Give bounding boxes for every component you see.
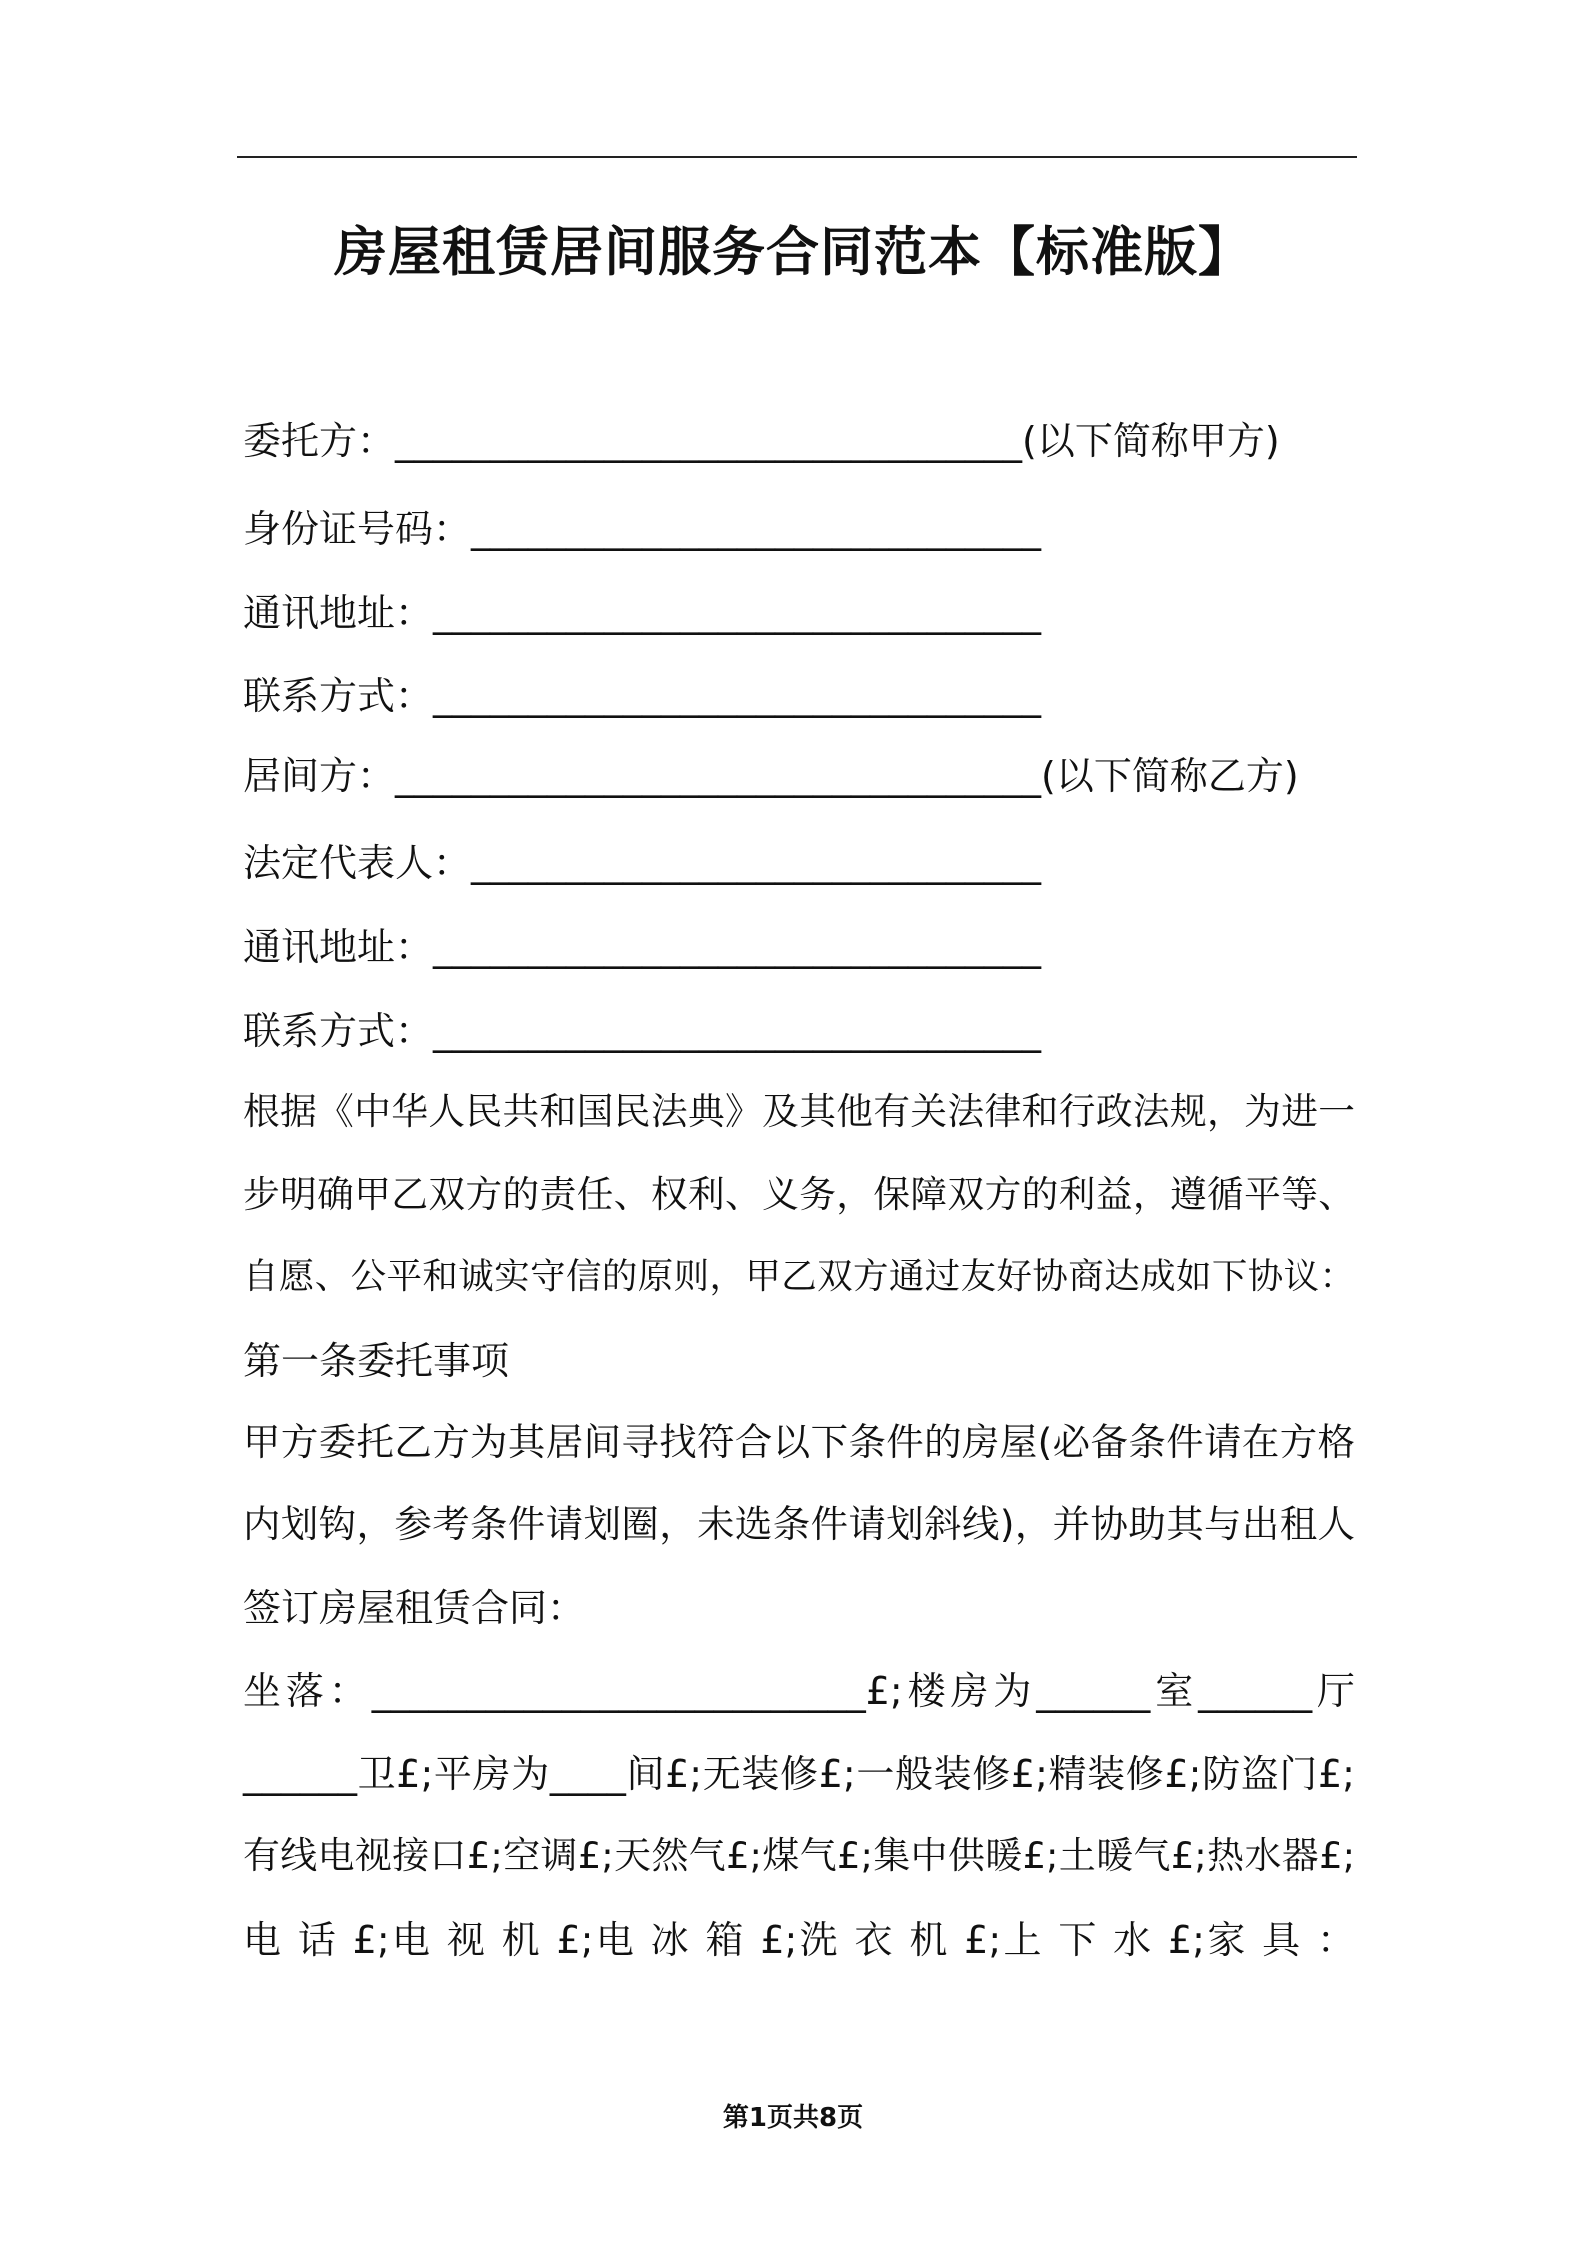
- preamble-line-3: 自愿、公平和诚实守信的原则，甲乙双方通过友好协商达成如下协议：: [243, 1256, 1355, 1297]
- preamble-line-2: 步明确甲乙双方的责任、权利、义务，保障双方的利益，遵循平等、: [243, 1173, 1355, 1216]
- party-b-line: 居间方：__________________________________(以下简称乙方): [243, 754, 1299, 798]
- document-title: 房屋租赁居间服务合同范本【标准版】: [334, 222, 1252, 283]
- page-footer: 第1页共8页: [722, 2103, 864, 2133]
- location-line: 坐落：__________________________£;楼房为______室______厅: [243, 1669, 1355, 1713]
- party-b-address-line: 通讯地址：________________________________: [243, 925, 1042, 969]
- id-number-line: 身份证号码：______________________________: [243, 507, 1042, 551]
- options-line-3: 电 话 £;电 视 机 £;电 冰 箱 £;洗 衣 机 £;上 下 水 £;家 具 ：: [243, 1918, 1355, 1962]
- party-a-contact-line: 联系方式：________________________________: [243, 674, 1042, 718]
- preamble-line-1: 根据《中华人民共和国民法典》及其他有关法律和行政法规，为进一: [243, 1090, 1355, 1133]
- options-line-2: 有线电视接口£;空调£;天然气£;煤气£;集中供暖£;土暖气£;热水器£;: [243, 1834, 1355, 1877]
- options-line-1: ______卫£;平房为____间£;无装修£;一般装修£;精装修£;防盗门£;: [243, 1752, 1355, 1796]
- article-1-line-3: 签订房屋租赁合同：: [243, 1586, 586, 1630]
- party-a-line: 委托方：_________________________________(以下简称甲方): [243, 419, 1280, 463]
- legal-representative-line: 法定代表人：______________________________: [243, 841, 1042, 885]
- article-1-line-1: 甲方委托乙方为其居间寻找符合以下条件的房屋(必备条件请在方格: [243, 1420, 1355, 1464]
- party-b-contact-line: 联系方式：________________________________: [243, 1009, 1042, 1053]
- article-1-line-2: 内划钩，参考条件请划圈，未选条件请划斜线)，并协助其与出租人: [243, 1502, 1355, 1546]
- article-1-heading: 第一条委托事项: [243, 1339, 510, 1383]
- party-a-address-line: 通讯地址：________________________________: [243, 591, 1042, 635]
- header-rule: [237, 156, 1357, 158]
